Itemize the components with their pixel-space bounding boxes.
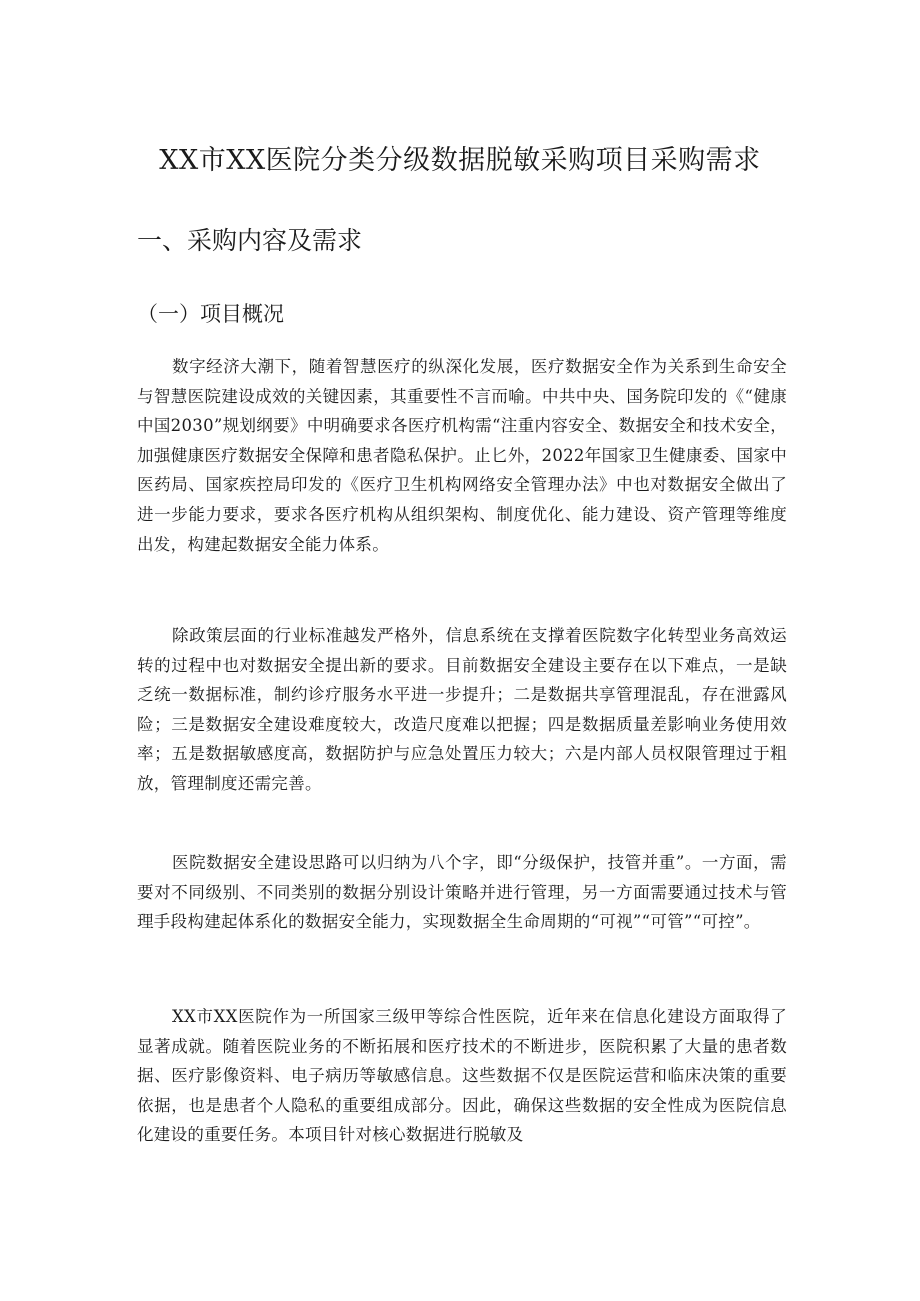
subsection-heading: （一）项目概况 <box>137 302 284 326</box>
paragraph-4: XX市XX医院作为一所国家三级甲等综合性医院，近年来在信息化建设方面取得了显著成就。随着医院业务的不断拓展和医疗技术的不断进步，医院积累了大量的患者数据、医疗影像资料、电子病历等敏感信息。这些数据不仅是医院运营和临床决策的重要依据，也是患者个人隐私的重要组成部分。因此，确保这些数据的安全性成为医院信息化建设的重要任务。本项目针对核心数据进行脱敏及 <box>137 1007 787 1145</box>
paragraph-1: 数字经济大潮下，随着智慧医疗的纵深化发展，医疗数据安全作为关系到生命安全与智慧医院建设成效的关键因素，其重要性不言而喻。中共中央、国务院印发的《“健康中国2030”规划纲要》中明确要求各医疗机构需“注重内容安全、数据安全和技术安全，加强健康医疗数据安全保障和患者隐私保护。止匕外，2022年国家卫生健康委、国家中医药局、国家疾控局印发的《医疗卫生机构网络安全管理办法》中也对数据安全做出了进一步能力要求，要求各医疗机构从组织架构、制度优化、能力建设、资产管理等维度出发，构建起数据安全能力体系。 <box>137 357 787 554</box>
document-title: XX市XX医院分类分级数据脱敏采购项目采购需求 <box>159 145 761 176</box>
paragraph-3: 医院数据安全建设思路可以归纳为八个字，即“分级保护，技管并重”。一方面，需要对不同级别、不同类别的数据分别设计策略并进行管理，另一方面需要通过技术与管理手段构建起体系化的数据安全能力，实现数据全生命周期的“可视”“可管”“可控”。 <box>137 853 787 932</box>
section-heading: 一、采购内容及需求 <box>137 226 363 255</box>
paragraph-2: 除政策层面的行业标准越发严格外，信息系统在支撑着医院数字化转型业务高效运转的过程中也对数据安全提出新的要求。目前数据安全建设主要存在以下难点，一是缺乏统一数据标准，制约诊疗服务水平进一步提升；二是数据共享管理混乱，存在泄露风险；三是数据安全建设难度较大，改造尺度难以把握；四是数据质量差影响业务使用效率；五是数据敏感度高，数据防护与应急处置压力较大；六是内部人员权限管理过于粗放，管理制度还需完善。 <box>137 626 787 793</box>
